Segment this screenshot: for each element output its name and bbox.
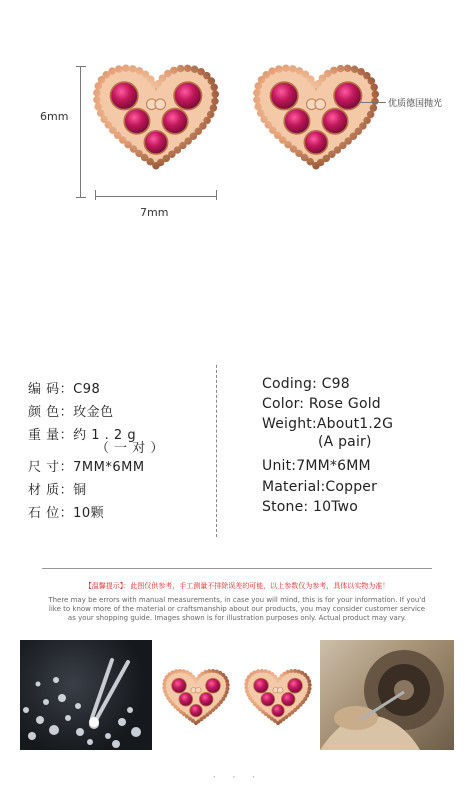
diamonds-illustration bbox=[20, 640, 152, 750]
spec-cn-weight-note: （ 一 对 ） bbox=[96, 441, 164, 456]
height-dimension-tick-bottom bbox=[76, 197, 86, 198]
width-dimension-tick-right bbox=[216, 190, 217, 200]
height-dimension-tick-top bbox=[76, 66, 86, 67]
spec-cn-color: 颜 色：玫金色 bbox=[28, 405, 114, 420]
specs-divider bbox=[216, 365, 217, 537]
earrings-pair-photo bbox=[156, 640, 316, 750]
craftsmanship-photo bbox=[320, 640, 454, 750]
width-label: 7mm bbox=[140, 206, 169, 219]
earring-left-image bbox=[92, 64, 220, 170]
notice-body bbox=[40, 596, 434, 623]
spec-cn-size: 尺 寸：7MM*6MM bbox=[28, 460, 145, 475]
spec-en-code: Coding: C98 bbox=[262, 376, 350, 392]
spec-en-size: Unit:7MM*6MM bbox=[262, 458, 371, 474]
earring-photo-right bbox=[244, 668, 312, 726]
height-label: 6mm bbox=[40, 110, 69, 123]
notice-line-1: There may be errors with manual measurements, in case you will mind, this is for your information. If you'd bbox=[48, 596, 426, 604]
callout-line bbox=[360, 102, 386, 103]
spec-cn-material: 材 质：铜 bbox=[28, 483, 87, 498]
spec-cn-stone: 石 位：10颗 bbox=[28, 506, 105, 521]
spec-cn-code: 编 码：C98 bbox=[28, 382, 101, 397]
spec-en-weight: Weight:About1.2G bbox=[262, 416, 394, 432]
diamonds-tweezers-photo bbox=[20, 640, 152, 750]
width-dimension-tick-left bbox=[95, 190, 96, 200]
spec-en-material: Material:Copper bbox=[262, 479, 378, 495]
height-dimension-line bbox=[80, 66, 81, 198]
polish-callout: 优质德国抛光 bbox=[388, 99, 443, 109]
bottom-ornament: · · · bbox=[212, 770, 262, 784]
width-dimension-line bbox=[95, 196, 217, 197]
spec-en-color: Color: Rose Gold bbox=[262, 396, 381, 412]
notice-title: 【温馨提示】：此图仅供参考，手工测量不排除误差的可能，以上参数仅为参考，具体以实物为准！ bbox=[84, 582, 390, 590]
spec-en-stone: Stone: 10Two bbox=[262, 499, 359, 515]
earring-right-image bbox=[252, 64, 380, 170]
notice-divider bbox=[42, 568, 432, 569]
notice-line-3: as your shopping guide. Images shown is for illustration purposes only. Actual product may vary. bbox=[67, 614, 407, 622]
spec-cn-weight: 重 量：约 1 . 2 g bbox=[28, 428, 137, 443]
earring-photo-left bbox=[162, 668, 230, 726]
notice-line-2: like to know more of the material or craftsmanship about our products, you may consider customer service bbox=[48, 605, 426, 613]
spec-en-weight-note: (A pair) bbox=[318, 434, 372, 450]
polishing-wheel-illustration bbox=[320, 640, 454, 750]
